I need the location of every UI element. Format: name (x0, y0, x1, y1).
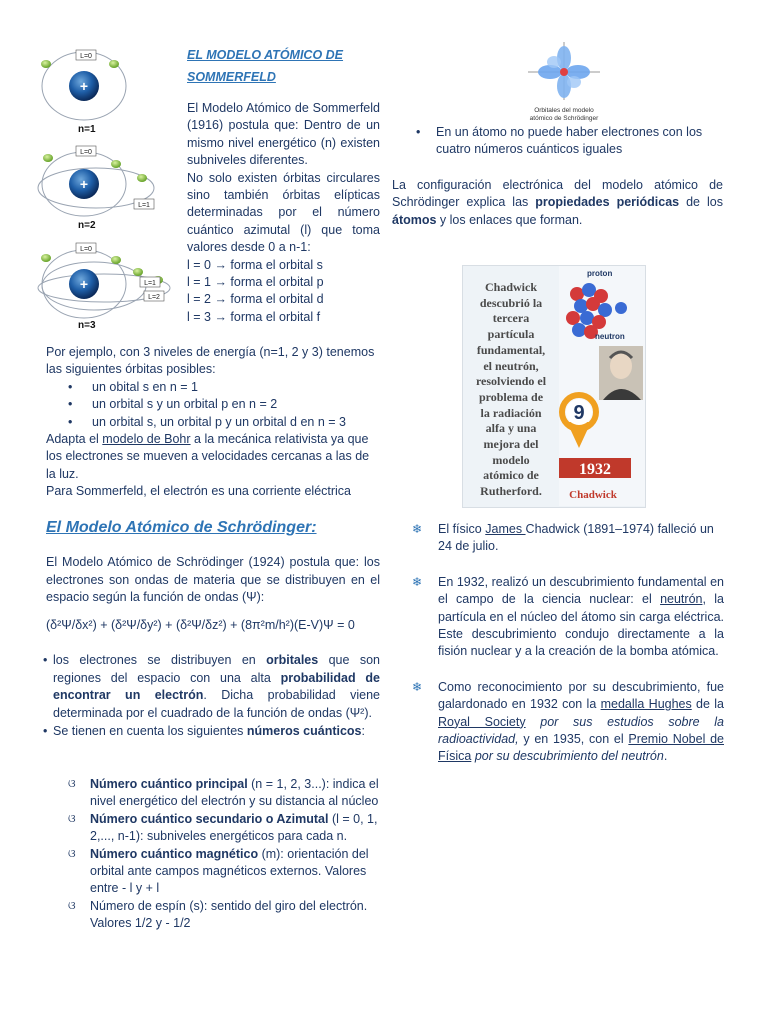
svg-text:proton: proton (587, 269, 613, 278)
neutron-link[interactable]: neutrón (660, 592, 703, 607)
svg-text:Chadwick: Chadwick (569, 489, 617, 501)
nucleus-portrait-graphic (559, 266, 645, 506)
orbital-line: l = 2 → forma el orbital d (187, 292, 324, 307)
list-item: • un orbital s, un orbital p y un orbital d en n = 3 (46, 414, 380, 431)
list-item: • En un átomo no puede haber electrones con los cuatro números cuánticos iguales (412, 124, 724, 159)
nobel-prize-link[interactable]: Premio Nobel de Física (438, 732, 724, 764)
list-item: ❄ En 1932, realizó un descubrimiento fundamental en el campo de la ciencia nuclear: el neutrón, la partícula en el núcleo del átomo sin carga eléctrica. Este descubrimiento condujo directamente a la fisión nuclear y a la creación de la bomba atómica. (412, 574, 724, 659)
list-item: • un orbital s y un orbital p en n = 2 (46, 396, 380, 413)
level-n1: n=1 (78, 124, 96, 135)
level-n2: n=2 (78, 220, 96, 231)
scroll-icon: ଓ (68, 847, 76, 860)
chadwick-infographic (462, 265, 646, 508)
list-item: ❄ El físico James Chadwick (1891–1974) falleció un 24 de julio. (412, 522, 714, 554)
electron-icon (137, 174, 147, 182)
svg-text:+: + (79, 276, 89, 292)
adapt-paragraph: Adapta el modelo de Bohr a la mecánica relativista ya que los electrones se mueven a velocidades cercanas a las de la luz. (46, 432, 370, 481)
sommerfeld-section (187, 44, 380, 326)
schrodinger-heading: El Modelo Atómico de Schrödinger: (46, 519, 317, 536)
sommerfeld-example (46, 344, 380, 501)
electron-icon (133, 268, 143, 276)
svg-text:L=1: L=1 (138, 202, 150, 209)
scroll-icon: ଓ (68, 778, 76, 790)
example-intro: Por ejemplo, con 3 niveles de energía (n=1, 2 y 3) tenemos las siguientes órbitas posibles: (46, 345, 375, 377)
closing-line: Para Sommerfeld, el electrón es una corriente eléctrica (46, 484, 352, 499)
list-item: ❄ Como reconocimiento por su descubrimiento, fue galardonado en 1932 con la medalla Hughes de la Royal Society por sus estudios sobre la radioactividad, y en 1935, con el Premio Nobel de Física por su descubrimiento del neutrón. (412, 679, 724, 764)
svg-text:+: + (79, 78, 89, 94)
list-item: ଓ Número cuántico magnético (m): orientación del orbital ante campos magnéticos externos. Valores entre - l y + l (68, 846, 369, 896)
schrodinger-orbitals-figure (518, 40, 610, 124)
orbital-line: l = 3 → forma el orbital f (187, 309, 321, 324)
svg-text:1932: 1932 (579, 461, 611, 478)
config-paragraph: La configuración electrónica del modelo atómico de Schrödinger explica las propiedades periódicas de los átomos y los enlaces que forman. (392, 177, 723, 227)
royal-society-link[interactable]: Royal Society (438, 714, 526, 729)
sommerfeld-intro2: No solo existen órbitas circulares sino también órbitas elípticas determinadas por el número cuántico azimutal (l) que toma valores desde 0 a n-1: (187, 170, 380, 255)
svg-text:L=0: L=0 (80, 246, 92, 253)
snowflake-icon: ❄ (412, 522, 423, 536)
list-item: ଓ Número cuántico secundario o Azimutal (l = 0, 1, 2,..., n-1): subniveles energéticos para cada n. (68, 811, 378, 844)
orbit-diagram-svg (34, 44, 184, 334)
bohr-model-link[interactable]: modelo de Bohr (102, 432, 191, 447)
quantum-numbers-list (68, 776, 380, 933)
snowflake-icon: ❄ (412, 574, 423, 589)
svg-text:9: 9 (573, 402, 585, 424)
sommerfeld-intro: El Modelo Atómico de Sommerfeld (1916) postula que: Dentro de un mismo nivel energético (n) existen subniveles diferentes. (187, 101, 380, 168)
orbital-line: l = 0 → forma el orbital s (187, 257, 323, 272)
level-n3: n=3 (78, 320, 96, 331)
list-item: ଓ Número de espín (s): sentido del giro del electrón. Valores 1/2 y - 1/2 (68, 898, 368, 931)
list-item: • Se tienen en cuenta los siguientes números cuánticos: (43, 723, 380, 740)
sommerfeld-title: EL MODELO ATÓMICO DE SOMMERFELD (187, 48, 344, 84)
scroll-icon: ଓ (68, 812, 76, 825)
snowflake-icon: ❄ (412, 679, 423, 694)
electron-icon (41, 60, 51, 68)
figure-caption: Orbitales del modelo atómico de Schrödinger (529, 107, 599, 123)
hughes-medal-link[interactable]: medalla Hughes (600, 697, 692, 712)
chadwick-section (412, 521, 724, 766)
wave-equation: (δ²Ψ/δx²) + (δ²Ψ/δy²) + (δ²Ψ/δz²) + (8π²m/h²)(E-V)Ψ = 0 (46, 617, 355, 632)
schrodinger-section (46, 518, 380, 740)
chadwick-description: Chadwick descubrió la tercera partícula fundamental, el neutrón, resolviendo el problema de la radiación alfa y una mejora del modelo atómico de Rutherford. (475, 280, 547, 499)
svg-text:L=2: L=2 (148, 294, 160, 301)
orbitals-icon (518, 40, 610, 102)
james-link[interactable]: James (485, 522, 526, 536)
scroll-icon: ଓ (68, 899, 76, 912)
list-item: • los electrones se distribuyen en orbitales que son regiones del espacio con una alta probabilidad de encontrar un electrón. Dicha probabilidad viene determinada por el cuadrado de la función de ondas (Ψ²). (43, 652, 380, 722)
list-item: ଓ Número cuántico principal (n = 1, 2, 3...): indica el nivel energético del electrón y su distancia al núcleo (68, 777, 379, 809)
svg-text:L=1: L=1 (144, 280, 156, 287)
electron-icon (41, 254, 51, 262)
schrodinger-intro: El Modelo Atómico de Schrödinger (1924) postula que: los electrones son ondas de materia que se distribuyen en el espacio según la función de ondas (Ψ): (46, 555, 380, 605)
svg-text:+: + (79, 176, 89, 192)
right-top-section (392, 124, 724, 229)
electron-icon (43, 154, 53, 162)
electron-icon (111, 160, 121, 168)
electron-icon (111, 256, 121, 264)
orbital-line: l = 1 → forma el orbital p (187, 275, 324, 290)
svg-text:L=0: L=0 (80, 149, 92, 156)
sommerfeld-orbit-diagram (34, 44, 184, 334)
electron-icon (109, 60, 119, 68)
label-l0: L=0 (80, 53, 92, 60)
svg-text:neutron: neutron (595, 332, 625, 341)
list-item: • un obital s en n = 1 (46, 379, 380, 396)
